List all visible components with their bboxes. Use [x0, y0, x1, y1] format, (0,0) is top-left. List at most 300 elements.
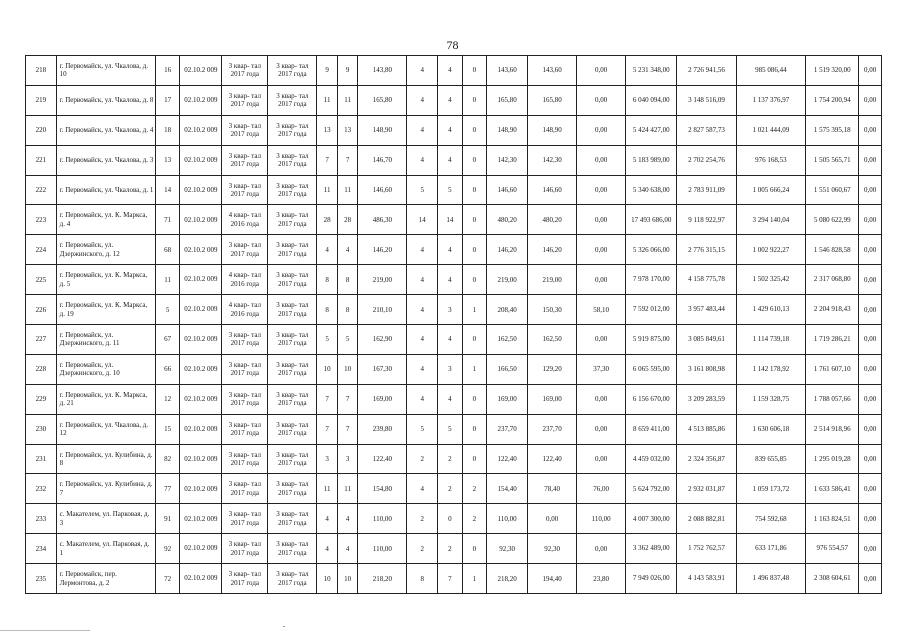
residents-cell: 7 [317, 384, 337, 414]
cost-region-cell: 1 021 444,09 [736, 115, 806, 145]
area-municipal-cell: 146,20 [528, 235, 577, 265]
cost-local-cell: 976 554,57 [806, 534, 859, 564]
area-private-cell: 23,80 [577, 564, 626, 594]
planned-period-cell: 3 квар- тал 2017 года [222, 235, 268, 265]
area-municipal-cell: 169,00 [528, 384, 577, 414]
page-number: 78 [446, 38, 459, 52]
area-total-cell: 218,20 [487, 564, 528, 594]
row-number: 235 [26, 564, 57, 594]
housing-table [25, 55, 882, 594]
date-cell: 02.10.2 009 [180, 384, 222, 414]
cost-local-cell: 2 514 918,96 [806, 414, 859, 444]
premises-municipal-cell: 5 [438, 414, 463, 444]
table-row [26, 295, 882, 325]
cost-total-cell: 5 424 427,00 [626, 115, 677, 145]
premises-private-cell: 0 [462, 534, 487, 564]
area-private-cell: 0,00 [577, 175, 626, 205]
planned-period-cell: 4 квар- тал 2016 года [222, 295, 268, 325]
premises-total-cell: 2 [407, 444, 438, 474]
area-municipal-cell: 92,30 [528, 534, 577, 564]
cost-total-cell: 5 340 638,00 [626, 175, 677, 205]
premises-private-cell: 1 [462, 295, 487, 325]
scan-speck [283, 626, 285, 627]
row-number: 223 [26, 205, 57, 235]
cost-region-cell: 633 171,86 [736, 534, 806, 564]
cost-local-cell: 1 633 586,41 [806, 474, 859, 504]
address-cell: г. Первомайск, ул. К. Маркса, д. 4 [56, 205, 155, 235]
premises-private-cell: 1 [462, 564, 487, 594]
cost-fund-cell: 2 726 941,56 [677, 56, 736, 86]
residents-cell: 7 [317, 414, 337, 444]
table-row [26, 474, 882, 504]
residents-relocated-cell: 11 [337, 175, 357, 205]
cost-fund-cell: 2 324 356,87 [677, 444, 736, 474]
date-cell: 02.10.2 009 [180, 235, 222, 265]
table-row [26, 175, 882, 205]
premises-municipal-cell: 4 [438, 115, 463, 145]
cost-extra-cell: 0,00 [859, 384, 882, 414]
date-cell: 02.10.2 009 [180, 115, 222, 145]
cost-fund-cell: 1 752 762,57 [677, 534, 736, 564]
area-cell: 167,30 [358, 354, 407, 384]
cost-region-cell: 1 114 739,18 [736, 325, 806, 355]
area-private-cell: 0,00 [577, 534, 626, 564]
planned-period-cell: 3 квар- тал 2017 года [222, 534, 268, 564]
planned-period-cell: 3 квар- тал 2017 года [222, 504, 268, 534]
residents-cell: 4 [317, 504, 337, 534]
table-row [26, 534, 882, 564]
actual-period-cell: 3 квар- тал 2017 года [268, 564, 317, 594]
house-number-cell: 72 [155, 564, 180, 594]
house-number-cell: 18 [155, 115, 180, 145]
date-cell: 02.10.2 009 [180, 325, 222, 355]
house-number-cell: 82 [155, 444, 180, 474]
planned-period-cell: 3 квар- тал 2017 года [222, 115, 268, 145]
premises-municipal-cell: 7 [438, 564, 463, 594]
premises-total-cell: 4 [407, 354, 438, 384]
date-cell: 02.10.2 009 [180, 504, 222, 534]
table-row [26, 115, 882, 145]
planned-period-cell: 3 квар- тал 2017 года [222, 354, 268, 384]
premises-total-cell: 4 [407, 235, 438, 265]
cost-total-cell: 7 949 026,00 [626, 564, 677, 594]
house-number-cell: 5 [155, 295, 180, 325]
premises-private-cell: 0 [462, 384, 487, 414]
table-row [26, 205, 882, 235]
cost-extra-cell: 0,00 [859, 115, 882, 145]
date-cell: 02.10.2 009 [180, 295, 222, 325]
area-municipal-cell: 143,60 [528, 56, 577, 86]
premises-private-cell: 0 [462, 175, 487, 205]
residents-cell: 3 [317, 444, 337, 474]
house-number-cell: 77 [155, 474, 180, 504]
residents-cell: 10 [317, 354, 337, 384]
residents-relocated-cell: 7 [337, 145, 357, 175]
planned-period-cell: 4 квар- тал 2016 года [222, 205, 268, 235]
area-municipal-cell: 219,00 [528, 265, 577, 295]
premises-total-cell: 2 [407, 504, 438, 534]
house-number-cell: 66 [155, 354, 180, 384]
area-cell: 146,20 [358, 235, 407, 265]
cost-total-cell: 6 065 595,00 [626, 354, 677, 384]
cost-region-cell: 839 655,85 [736, 444, 806, 474]
cost-fund-cell: 2 702 254,76 [677, 145, 736, 175]
date-cell: 02.10.2 009 [180, 56, 222, 86]
residents-cell: 10 [317, 564, 337, 594]
cost-total-cell: 5 919 875,00 [626, 325, 677, 355]
premises-total-cell: 14 [407, 205, 438, 235]
area-cell: 148,90 [358, 115, 407, 145]
planned-period-cell: 3 квар- тал 2017 года [222, 145, 268, 175]
area-total-cell: 169,00 [487, 384, 528, 414]
cost-total-cell: 3 362 489,00 [626, 534, 677, 564]
cost-extra-cell: 0,00 [859, 145, 882, 175]
table-row [26, 504, 882, 534]
cost-local-cell: 1 295 019,28 [806, 444, 859, 474]
premises-private-cell: 0 [462, 115, 487, 145]
table-row [26, 414, 882, 444]
area-cell: 122,40 [358, 444, 407, 474]
area-total-cell: 122,40 [487, 444, 528, 474]
house-number-cell: 71 [155, 205, 180, 235]
cost-fund-cell: 2 776 315,15 [677, 235, 736, 265]
house-number-cell: 92 [155, 534, 180, 564]
residents-relocated-cell: 11 [337, 474, 357, 504]
row-number: 230 [26, 414, 57, 444]
premises-private-cell: 0 [462, 145, 487, 175]
area-cell: 146,60 [358, 175, 407, 205]
area-cell: 486,30 [358, 205, 407, 235]
actual-period-cell: 3 квар- тал 2017 года [268, 235, 317, 265]
premises-municipal-cell: 4 [438, 145, 463, 175]
cost-local-cell: 2 317 068,80 [806, 265, 859, 295]
actual-period-cell: 3 квар- тал 2017 года [268, 265, 317, 295]
residents-cell: 11 [317, 85, 337, 115]
row-number: 219 [26, 85, 57, 115]
area-total-cell: 154,40 [487, 474, 528, 504]
actual-period-cell: 3 квар- тал 2017 года [268, 85, 317, 115]
cost-total-cell: 4 459 032,00 [626, 444, 677, 474]
row-number: 226 [26, 295, 57, 325]
footnote-rule [0, 630, 90, 631]
actual-period-cell: 3 квар- тал 2017 года [268, 175, 317, 205]
table-row [26, 444, 882, 474]
area-municipal-cell: 78,40 [528, 474, 577, 504]
premises-total-cell: 2 [407, 534, 438, 564]
cost-extra-cell: 0,00 [859, 295, 882, 325]
table-row [26, 56, 882, 86]
premises-municipal-cell: 3 [438, 295, 463, 325]
cost-region-cell: 1 005 666,24 [736, 175, 806, 205]
cost-local-cell: 2 308 604,61 [806, 564, 859, 594]
actual-period-cell: 3 квар- тал 2017 года [268, 354, 317, 384]
address-cell: с. Макателем, ул. Парковая, д. 1 [56, 534, 155, 564]
cost-extra-cell: 0,00 [859, 56, 882, 86]
premises-municipal-cell: 4 [438, 265, 463, 295]
cost-region-cell: 1 002 922,27 [736, 235, 806, 265]
house-number-cell: 11 [155, 265, 180, 295]
cost-total-cell: 8 659 411,00 [626, 414, 677, 444]
area-private-cell: 0,00 [577, 115, 626, 145]
table-row [26, 325, 882, 355]
area-municipal-cell: 162,50 [528, 325, 577, 355]
cost-total-cell: 5 624 792,00 [626, 474, 677, 504]
cost-extra-cell: 0,00 [859, 444, 882, 474]
planned-period-cell: 3 квар- тал 2017 года [222, 56, 268, 86]
premises-total-cell: 4 [407, 265, 438, 295]
residents-relocated-cell: 5 [337, 325, 357, 355]
area-private-cell: 0,00 [577, 325, 626, 355]
area-private-cell: 0,00 [577, 414, 626, 444]
row-number: 229 [26, 384, 57, 414]
cost-fund-cell: 4 513 885,86 [677, 414, 736, 444]
area-municipal-cell: 165,80 [528, 85, 577, 115]
actual-period-cell: 3 квар- тал 2017 года [268, 534, 317, 564]
area-total-cell: 143,60 [487, 56, 528, 86]
cost-fund-cell: 2 088 882,81 [677, 504, 736, 534]
planned-period-cell: 3 квар- тал 2017 года [222, 175, 268, 205]
premises-private-cell: 1 [462, 354, 487, 384]
cost-local-cell: 1 575 395,18 [806, 115, 859, 145]
area-municipal-cell: 480,20 [528, 205, 577, 235]
premises-total-cell: 5 [407, 414, 438, 444]
area-private-cell: 110,00 [577, 504, 626, 534]
area-total-cell: 148,90 [487, 115, 528, 145]
area-cell: 169,00 [358, 384, 407, 414]
cost-local-cell: 1 163 824,51 [806, 504, 859, 534]
date-cell: 02.10.2 009 [180, 354, 222, 384]
premises-private-cell: 0 [462, 56, 487, 86]
residents-relocated-cell: 10 [337, 354, 357, 384]
cost-extra-cell: 0,00 [859, 564, 882, 594]
date-cell: 02.10.2 009 [180, 444, 222, 474]
area-total-cell: 110,00 [487, 504, 528, 534]
premises-municipal-cell: 14 [438, 205, 463, 235]
row-number: 232 [26, 474, 57, 504]
premises-private-cell: 0 [462, 444, 487, 474]
premises-private-cell: 0 [462, 85, 487, 115]
premises-municipal-cell: 2 [438, 474, 463, 504]
area-cell: 210,10 [358, 295, 407, 325]
cost-fund-cell: 9 118 922,97 [677, 205, 736, 235]
cost-region-cell: 1 142 178,92 [736, 354, 806, 384]
address-cell: г. Первомайск, ул. Дзержинского, д. 10 [56, 354, 155, 384]
area-cell: 219,00 [358, 265, 407, 295]
area-municipal-cell: 194,40 [528, 564, 577, 594]
cost-total-cell: 17 493 686,00 [626, 205, 677, 235]
cost-fund-cell: 3 161 808,98 [677, 354, 736, 384]
cost-total-cell: 7 592 012,00 [626, 295, 677, 325]
residents-relocated-cell: 7 [337, 414, 357, 444]
area-private-cell: 0,00 [577, 85, 626, 115]
address-cell: г. Первомайск, ул. Кулибина, д. 8 [56, 444, 155, 474]
premises-total-cell: 4 [407, 325, 438, 355]
cost-local-cell: 1 519 320,00 [806, 56, 859, 86]
cost-total-cell: 6 040 094,00 [626, 85, 677, 115]
planned-period-cell: 3 квар- тал 2017 года [222, 564, 268, 594]
area-cell: 146,70 [358, 145, 407, 175]
area-municipal-cell: 146,60 [528, 175, 577, 205]
cost-fund-cell: 3 085 849,61 [677, 325, 736, 355]
premises-total-cell: 4 [407, 384, 438, 414]
address-cell: г. Первомайск, ул. К. Маркса, д. 5 [56, 265, 155, 295]
row-number: 220 [26, 115, 57, 145]
cost-total-cell: 7 978 170,00 [626, 265, 677, 295]
cost-region-cell: 1 630 606,18 [736, 414, 806, 444]
cost-extra-cell: 0,00 [859, 265, 882, 295]
cost-extra-cell: 0,00 [859, 354, 882, 384]
premises-private-cell: 2 [462, 474, 487, 504]
cost-extra-cell: 0,00 [859, 414, 882, 444]
cost-total-cell: 5 231 348,00 [626, 56, 677, 86]
area-cell: 143,80 [358, 56, 407, 86]
residents-relocated-cell: 3 [337, 444, 357, 474]
premises-total-cell: 4 [407, 474, 438, 504]
date-cell: 02.10.2 009 [180, 85, 222, 115]
residents-cell: 5 [317, 325, 337, 355]
row-number: 222 [26, 175, 57, 205]
premises-total-cell: 4 [407, 56, 438, 86]
cost-local-cell: 1 546 828,58 [806, 235, 859, 265]
cost-region-cell: 1 159 328,75 [736, 384, 806, 414]
planned-period-cell: 3 квар- тал 2017 года [222, 474, 268, 504]
area-cell: 154,80 [358, 474, 407, 504]
premises-total-cell: 4 [407, 295, 438, 325]
table-row [26, 384, 882, 414]
planned-period-cell: 3 квар- тал 2017 года [222, 384, 268, 414]
row-number: 227 [26, 325, 57, 355]
address-cell: г. Первомайск, ул. Чкалова, д. 10 [56, 56, 155, 86]
date-cell: 02.10.2 009 [180, 414, 222, 444]
premises-municipal-cell: 4 [438, 85, 463, 115]
residents-relocated-cell: 4 [337, 504, 357, 534]
date-cell: 02.10.2 009 [180, 145, 222, 175]
cost-extra-cell: 0,00 [859, 235, 882, 265]
cost-region-cell: 1 496 837,48 [736, 564, 806, 594]
table-row [26, 265, 882, 295]
cost-local-cell: 5 080 622,99 [806, 205, 859, 235]
actual-period-cell: 3 квар- тал 2017 года [268, 56, 317, 86]
house-number-cell: 14 [155, 175, 180, 205]
area-municipal-cell: 237,70 [528, 414, 577, 444]
area-private-cell: 76,00 [577, 474, 626, 504]
premises-private-cell: 0 [462, 205, 487, 235]
premises-total-cell: 4 [407, 145, 438, 175]
date-cell: 02.10.2 009 [180, 474, 222, 504]
area-municipal-cell: 148,90 [528, 115, 577, 145]
row-number: 225 [26, 265, 57, 295]
house-number-cell: 16 [155, 56, 180, 86]
address-cell: г. Первомайск, ул. Дзержинского, д. 12 [56, 235, 155, 265]
actual-period-cell: 3 квар- тал 2017 года [268, 145, 317, 175]
area-private-cell: 0,00 [577, 235, 626, 265]
cost-fund-cell: 3 148 516,09 [677, 85, 736, 115]
area-private-cell: 0,00 [577, 145, 626, 175]
area-cell: 110,00 [358, 534, 407, 564]
cost-extra-cell: 0,00 [859, 474, 882, 504]
table-row [26, 564, 882, 594]
premises-private-cell: 2 [462, 504, 487, 534]
residents-cell: 7 [317, 145, 337, 175]
cost-fund-cell: 3 957 483,44 [677, 295, 736, 325]
area-municipal-cell: 129,20 [528, 354, 577, 384]
cost-region-cell: 1 059 173,72 [736, 474, 806, 504]
actual-period-cell: 3 квар- тал 2017 года [268, 504, 317, 534]
area-total-cell: 162,50 [487, 325, 528, 355]
house-number-cell: 67 [155, 325, 180, 355]
area-cell: 162,90 [358, 325, 407, 355]
row-number: 228 [26, 354, 57, 384]
area-cell: 218,20 [358, 564, 407, 594]
cost-region-cell: 976 168,53 [736, 145, 806, 175]
actual-period-cell: 3 квар- тал 2017 года [268, 444, 317, 474]
address-cell: г. Первомайск, ул. Чкалова, д. 1 [56, 175, 155, 205]
premises-private-cell: 0 [462, 414, 487, 444]
row-number: 233 [26, 504, 57, 534]
cost-extra-cell: 0,00 [859, 504, 882, 534]
address-cell: г. Первомайск, ул. Дзержинского, д. 11 [56, 325, 155, 355]
cost-extra-cell: 0,00 [859, 205, 882, 235]
residents-cell: 8 [317, 295, 337, 325]
area-municipal-cell: 122,40 [528, 444, 577, 474]
premises-municipal-cell: 3 [438, 354, 463, 384]
area-total-cell: 480,20 [487, 205, 528, 235]
area-total-cell: 208,40 [487, 295, 528, 325]
area-total-cell: 146,60 [487, 175, 528, 205]
area-municipal-cell: 142,30 [528, 145, 577, 175]
planned-period-cell: 4 квар- тал 2016 года [222, 265, 268, 295]
residents-cell: 9 [317, 56, 337, 86]
cost-local-cell: 1 719 286,21 [806, 325, 859, 355]
cost-fund-cell: 4 158 775,78 [677, 265, 736, 295]
cost-extra-cell: 0,00 [859, 325, 882, 355]
address-cell: г. Первомайск, ул. К. Маркса, д. 19 [56, 295, 155, 325]
address-cell: г. Первомайск, ул. Чкалова, д. 12 [56, 414, 155, 444]
cost-extra-cell: 0,00 [859, 85, 882, 115]
premises-total-cell: 4 [407, 115, 438, 145]
actual-period-cell: 3 квар- тал 2017 года [268, 474, 317, 504]
residents-cell: 4 [317, 235, 337, 265]
actual-period-cell: 3 квар- тал 2017 года [268, 325, 317, 355]
row-number: 218 [26, 56, 57, 86]
residents-cell: 8 [317, 265, 337, 295]
cost-fund-cell: 2 932 031,87 [677, 474, 736, 504]
premises-municipal-cell: 4 [438, 384, 463, 414]
area-cell: 110,00 [358, 504, 407, 534]
cost-local-cell: 1 761 607,10 [806, 354, 859, 384]
row-number: 231 [26, 444, 57, 474]
area-total-cell: 237,70 [487, 414, 528, 444]
date-cell: 02.10.2 009 [180, 534, 222, 564]
residents-relocated-cell: 8 [337, 295, 357, 325]
date-cell: 02.10.2 009 [180, 205, 222, 235]
actual-period-cell: 3 квар- тал 2017 года [268, 205, 317, 235]
house-number-cell: 17 [155, 85, 180, 115]
area-private-cell: 58,10 [577, 295, 626, 325]
cost-extra-cell: 0,00 [859, 175, 882, 205]
area-total-cell: 165,80 [487, 85, 528, 115]
area-cell: 239,80 [358, 414, 407, 444]
row-number: 221 [26, 145, 57, 175]
address-cell: г. Первомайск, пер. Лермонтова, д. 2 [56, 564, 155, 594]
residents-relocated-cell: 9 [337, 56, 357, 86]
residents-relocated-cell: 7 [337, 384, 357, 414]
table-row [26, 145, 882, 175]
area-private-cell: 0,00 [577, 56, 626, 86]
premises-private-cell: 0 [462, 265, 487, 295]
house-number-cell: 68 [155, 235, 180, 265]
row-number: 224 [26, 235, 57, 265]
